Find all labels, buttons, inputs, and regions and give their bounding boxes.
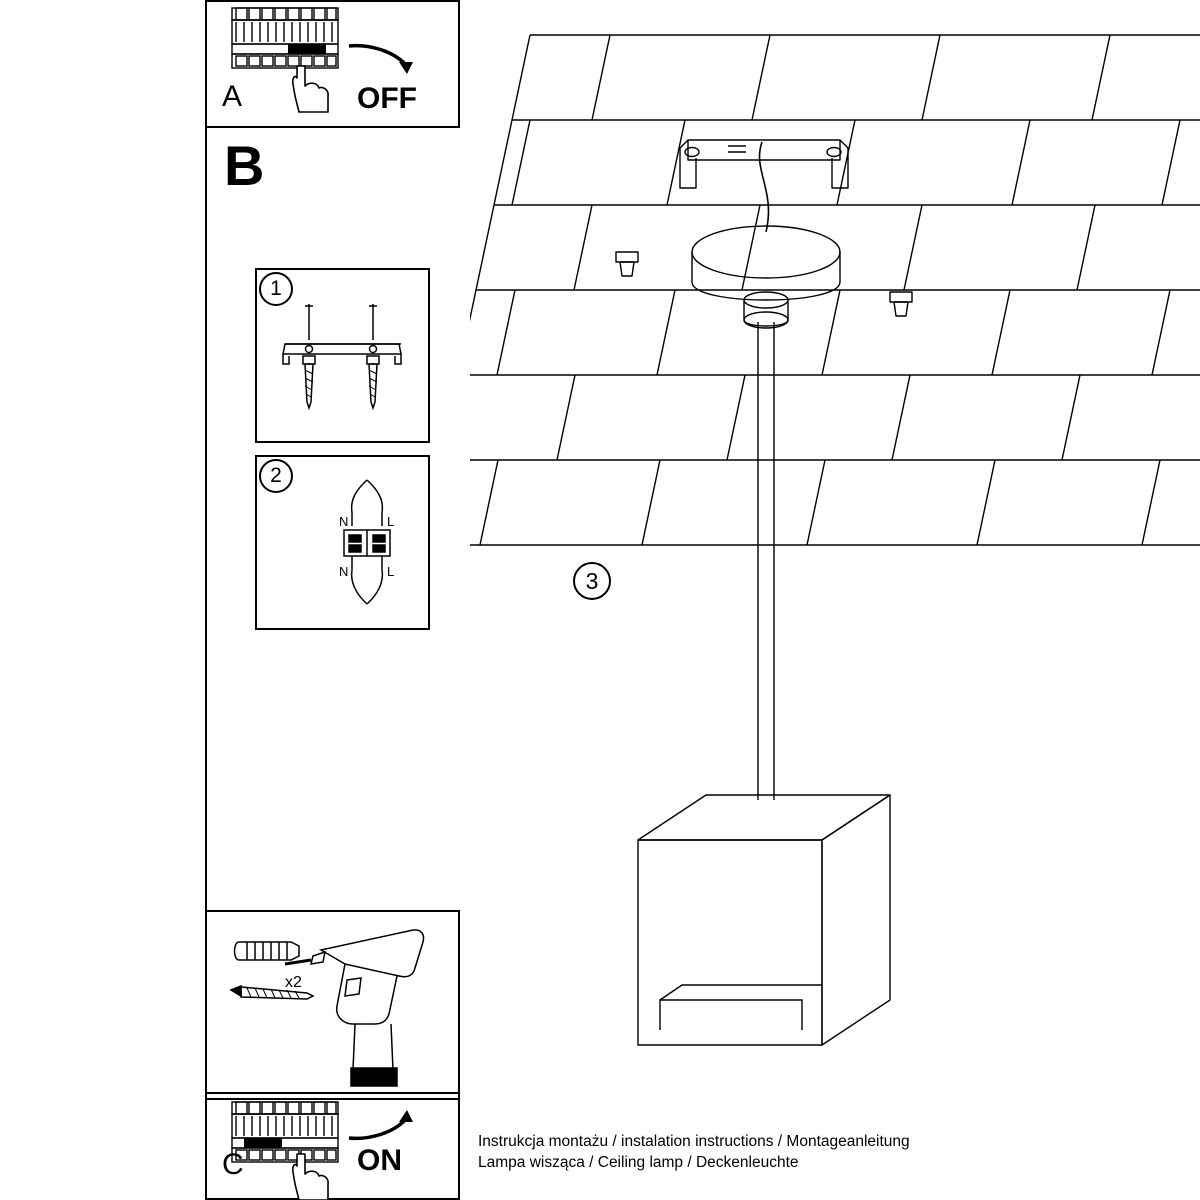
lamp-canopy — [692, 226, 840, 328]
panel-c-action-label: ON — [357, 1144, 402, 1177]
tools-icons — [225, 920, 445, 1090]
step-1-number: 1 — [259, 272, 293, 306]
step-1-bracket-icon — [275, 298, 415, 423]
suspension-rod — [758, 322, 774, 800]
panel-c-hand-icon — [283, 1148, 338, 1200]
panel-a-action-label: OFF — [357, 82, 417, 115]
tools-quantity-label: x2 — [285, 974, 302, 991]
panel-a-letter: A — [222, 80, 243, 113]
step-2-terminal-icon — [322, 478, 412, 608]
panel-c-arrow-icon — [345, 1098, 417, 1144]
step-2-number: 2 — [259, 459, 293, 493]
step-3-number: 3 — [573, 562, 611, 600]
cube-lamp-shade — [638, 795, 890, 1045]
caption-line-2: Lampa wisząca / Ceiling lamp / Deckenleuchte — [478, 1154, 799, 1171]
ceiling-brick-pattern — [470, 35, 1200, 545]
ceiling-screws — [616, 252, 912, 316]
svg-text:N: N — [339, 514, 349, 529]
svg-text:L: L — [387, 564, 395, 579]
svg-text:L: L — [387, 514, 395, 529]
panel-b-letter: B — [224, 134, 265, 197]
panel-a-arrow-icon — [345, 40, 417, 82]
panel-c-letter: C — [222, 1148, 244, 1181]
main-lamp-illustration — [470, 0, 1200, 1130]
svg-text:N: N — [339, 564, 349, 579]
panel-a-hand-icon — [283, 56, 338, 118]
caption-line-1: Instrukcja montażu / instalation instructions / Montageanleitung — [478, 1133, 910, 1150]
